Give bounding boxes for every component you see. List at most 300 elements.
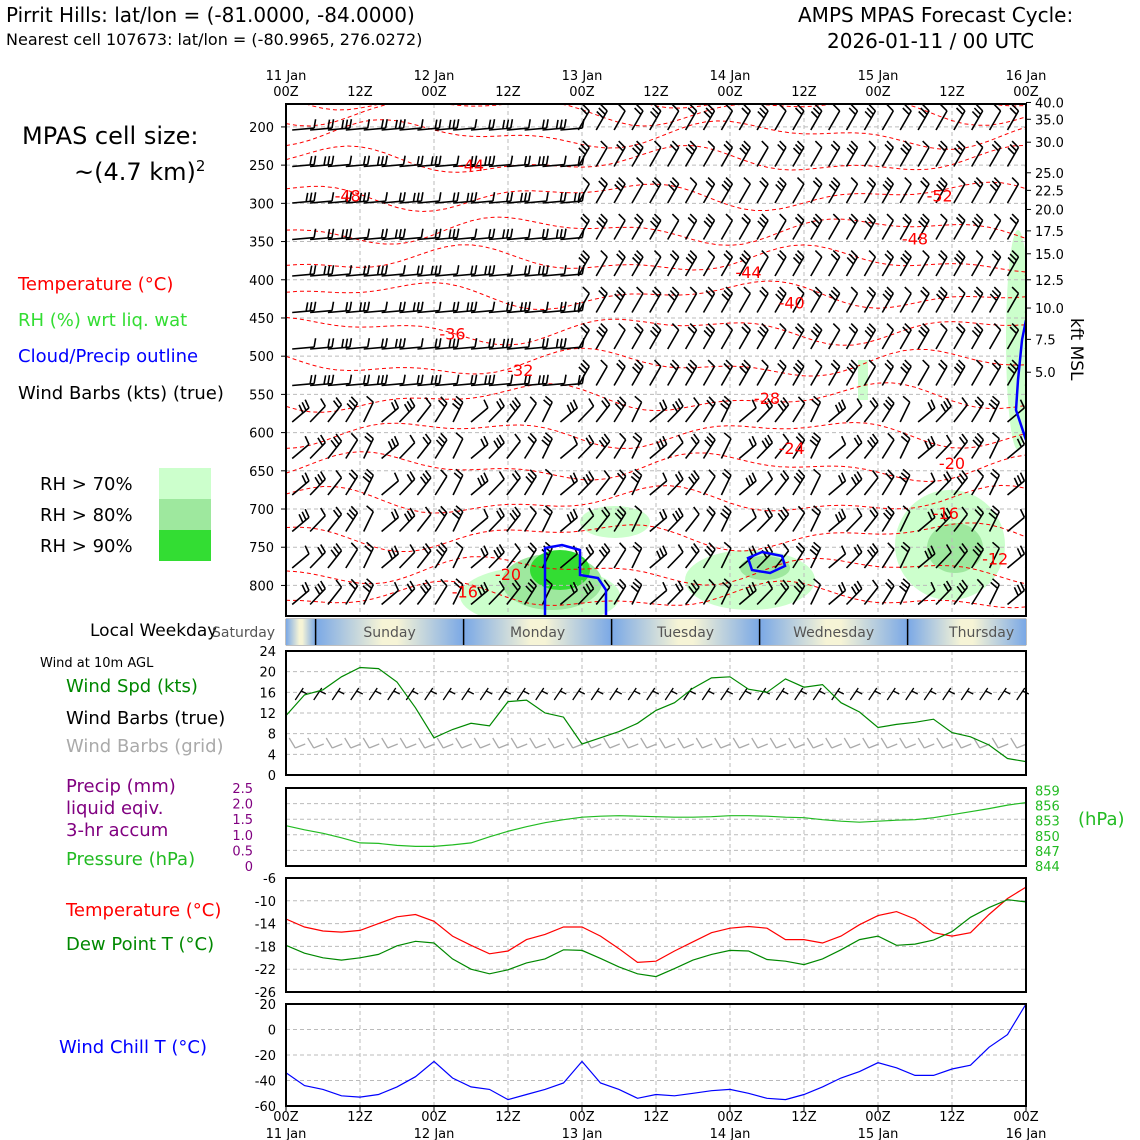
wind-barb (400, 472, 415, 496)
wind-barb (793, 470, 805, 495)
cell-size-exponent: 2 (195, 157, 206, 175)
wind-barb (686, 214, 697, 239)
wind-barb (632, 141, 643, 166)
surface-wind-barb-grid (530, 738, 546, 748)
wind-barb (918, 324, 929, 349)
wind-barb (686, 360, 697, 385)
wind-barb (346, 397, 358, 422)
temperature-contour-label: -28 (753, 389, 781, 409)
wind-barb (560, 509, 577, 531)
wind-barb (990, 251, 1001, 276)
wind-barb (739, 509, 756, 531)
wind-barb (900, 105, 911, 130)
surface-wind-barb-grid (308, 738, 324, 748)
surface-wind-barb-true (332, 688, 344, 700)
precip-tick-label: 2.0 (232, 797, 253, 813)
wind-barb (721, 396, 731, 422)
wind-barb (990, 105, 1001, 130)
wind-barb (328, 507, 342, 532)
wind-barb (775, 251, 786, 276)
wind-barb (596, 544, 610, 569)
wind-barb (704, 324, 715, 349)
wind-barb (578, 105, 589, 130)
pressure-unit-label: (hPa) (1078, 809, 1125, 830)
wind-barb (1008, 141, 1019, 166)
time-top-hour: 12Z (495, 85, 521, 100)
wind-barb (811, 214, 822, 239)
wind-barb (811, 251, 822, 276)
wind-barb (847, 581, 862, 605)
wind-barb (739, 436, 756, 458)
time-axis-top (266, 69, 1047, 100)
wind-barb (954, 105, 965, 130)
temperature-contour-label: -12 (982, 549, 1009, 569)
legend-wind-chill: Wind Chill T (°C) (59, 1037, 207, 1058)
wind-barb (668, 508, 683, 532)
surface-wind-barb-true (795, 688, 807, 700)
wind-barb (596, 105, 607, 130)
wind-barb (954, 398, 968, 423)
time-bottom-date: 15 Jan (857, 1127, 899, 1140)
wind-barb (721, 251, 732, 276)
pressure-tick-label: 750 (249, 541, 274, 557)
temperature-contour-label: -48 (334, 186, 361, 206)
wind-barb (632, 324, 643, 349)
wind-barb (632, 542, 642, 568)
wind-barb (990, 178, 1001, 203)
wind-barb (614, 214, 625, 239)
height-tick-label: 25.0 (1035, 166, 1064, 182)
panel-tick-label: -14 (254, 917, 276, 933)
surface-wind-barb-grid (437, 738, 453, 748)
wind-barb (578, 214, 589, 239)
wind-barb (954, 360, 965, 385)
pressure-tick-label: 550 (249, 388, 274, 404)
wind-barb (793, 251, 804, 276)
wind-barb (560, 436, 577, 458)
time-top-hour: 00Z (569, 85, 595, 100)
wind-barb (543, 396, 553, 422)
wind-barb (525, 397, 537, 422)
weekday-label: Local Weekday (90, 621, 218, 641)
wind-barb (882, 506, 894, 531)
wind-barb (721, 324, 732, 349)
time-top-hour: 12Z (791, 85, 817, 100)
wind-barb (560, 400, 577, 422)
forecast-cycle-date: 2026-01-11 / 00 UTC (827, 29, 1035, 53)
wind-barb (793, 506, 805, 531)
surface-wind-barb-grid (715, 738, 731, 748)
legend-dewpoint: Dew Point T (°C) (66, 934, 215, 955)
wind-barb (721, 506, 731, 532)
station-title: Pirrit Hills: lat/lon = (-81.0000, -84.0000) (6, 3, 415, 27)
panel-tick-label: -22 (254, 963, 276, 979)
wind-barb (918, 360, 929, 385)
wind-barb (757, 287, 768, 312)
surface-wind-barb-true (980, 688, 992, 700)
wind-barb (382, 509, 399, 531)
wind-barb (650, 436, 667, 458)
wind-barb (668, 399, 683, 423)
legend-temperature: Temperature (°C) (18, 274, 174, 295)
wind-barb (596, 324, 607, 349)
wind-barb (829, 178, 840, 203)
wind-barb (811, 324, 822, 349)
wind-barb (346, 506, 358, 531)
wind-barb (829, 436, 846, 458)
wind-barb (542, 433, 552, 459)
surface-wind-barb-grid (567, 738, 583, 748)
surface-wind-barb-true (554, 688, 566, 700)
wind-barb (292, 192, 315, 203)
panel-tick-label: 24 (259, 645, 276, 660)
surface-wind-barb-true (758, 688, 770, 700)
wind-barb (972, 178, 983, 203)
wind-barb (668, 141, 679, 166)
wind-barb (810, 542, 820, 568)
wind-barb (417, 471, 431, 496)
surface-wind-barb-grid (844, 738, 860, 748)
wind-barb (739, 105, 750, 130)
panel-tick-label: 20 (259, 998, 276, 1013)
weekday-name: Tuesday (657, 625, 715, 641)
wind-barb (864, 398, 878, 423)
surface-wind-barb-true (665, 688, 677, 700)
wind-barb (346, 543, 358, 568)
wind-barb (614, 433, 626, 458)
pressure-tick-label: 859 (1035, 784, 1060, 800)
pressure-tick-label: 844 (1035, 860, 1060, 875)
wind-barb (632, 360, 643, 385)
precip-tick-label: 1.0 (232, 828, 253, 844)
kft-msl-axis-label: kft MSL (1066, 318, 1086, 381)
wind-barb (525, 433, 537, 458)
surface-wind-barb-true (610, 688, 622, 700)
wind-barb (882, 178, 893, 203)
surface-wind-barb-grid (382, 738, 398, 748)
wind-barb (668, 214, 679, 239)
panel-tick-label: -20 (254, 1049, 276, 1064)
wind-barb (882, 141, 893, 166)
wind-barb (847, 287, 858, 312)
height-tick-label: 15.0 (1035, 247, 1064, 263)
pressure-tick-label: 800 (249, 579, 274, 595)
wind-barb (864, 544, 878, 569)
wind-barb (721, 287, 732, 312)
wind-barb (686, 287, 697, 312)
surface-wind-barb-true (906, 688, 918, 700)
surface-wind-barb-grid (733, 738, 749, 748)
surface-wind-barb-true (536, 688, 548, 700)
wind-barb (292, 400, 309, 422)
wind-barb (435, 433, 447, 458)
wind-barb (757, 324, 768, 349)
temperature-contour-label: -44 (735, 263, 762, 283)
temperature-contour-label: -40 (778, 293, 805, 313)
wind-barb (864, 507, 878, 532)
wind-barb (811, 105, 822, 130)
surface-wind-barb-true (850, 688, 862, 700)
wind-barb (489, 472, 504, 496)
time-top-hour: 12Z (347, 85, 373, 100)
precip-tick-label: 1.5 (232, 813, 253, 829)
wind-barb (900, 178, 911, 203)
temperature-contour-label: -24 (778, 438, 805, 458)
panel-tick-label: 0 (267, 769, 276, 784)
wind-barb (668, 581, 683, 605)
wind-barb (310, 472, 325, 496)
wind-barb (972, 397, 984, 422)
panel-tick-label: 8 (267, 727, 276, 743)
wind-barb (972, 141, 983, 166)
wind-barb (668, 324, 679, 349)
wind-barb (739, 287, 750, 312)
temperature-contour-label: -36 (439, 324, 466, 344)
legend-precip-accum: 3-hr accum (66, 820, 169, 841)
wind-barb (614, 324, 625, 349)
time-top-hour: 00Z (421, 85, 447, 100)
surface-wind-barb-grid (345, 738, 361, 748)
wind-barb (882, 287, 893, 312)
wind-barb (757, 472, 772, 496)
legend-wind-speed: Wind Spd (kts) (66, 676, 198, 697)
wind-barb (686, 471, 700, 496)
time-axis-bottom (266, 1106, 1047, 1140)
surface-wind-barb-grid (326, 738, 342, 748)
pressure-tick-label: 856 (1035, 799, 1060, 815)
wind-barb (400, 435, 415, 459)
wind-barb (686, 178, 697, 203)
wind-barb (1008, 473, 1025, 495)
wind-barb (346, 579, 358, 604)
surface-wind-barb-grid (955, 738, 971, 748)
wind-barb (525, 506, 537, 531)
wind-barb (453, 433, 463, 459)
wind-barb (1025, 472, 1040, 496)
wind-barb (900, 433, 910, 459)
wind-barb (471, 509, 488, 531)
surface-wind-barb-grid (289, 738, 305, 748)
wind-10m-note: Wind at 10m AGL (40, 656, 154, 671)
wind-barb (614, 178, 625, 203)
wind-barb (1025, 399, 1040, 423)
wind-barb (435, 579, 447, 604)
wind-barb (471, 436, 488, 458)
time-bottom-hour: 12Z (791, 1110, 817, 1125)
wind-barb (686, 398, 700, 423)
wind-barb (972, 287, 983, 312)
wind-barb (972, 470, 984, 495)
wind-barb (310, 508, 325, 532)
wind-barb (631, 579, 641, 605)
nearest-cell-subtitle: Nearest cell 107673: lat/lon = (-80.9965, 276.0272) (6, 30, 423, 49)
wind-barb (936, 287, 947, 312)
surface-wind-barb-true (924, 688, 936, 700)
wind-barb (596, 287, 607, 312)
wind-barb (489, 435, 504, 459)
surface-wind-barb-grid (678, 738, 694, 748)
wind-barb (900, 287, 911, 312)
surface-wind-barb-true (832, 688, 844, 700)
time-bottom-hour: 00Z (273, 1110, 299, 1125)
panel-tick-label: 20 (259, 665, 276, 681)
surface-wind-barb-true (869, 688, 881, 700)
surface-wind-barb-true (943, 688, 955, 700)
time-top-hour: 12Z (939, 85, 965, 100)
wind-barb (829, 400, 846, 422)
pressure-panel (232, 782, 1060, 875)
wind-barb (435, 397, 447, 422)
wind-barb (650, 287, 661, 312)
wind-barb (864, 141, 875, 166)
wind-barb (578, 324, 589, 349)
wind-barb (882, 105, 893, 130)
wind-barb (668, 178, 679, 203)
legend-wind-barbs-true: Wind Barbs (true) (66, 708, 226, 729)
surface-wind-barb-true (351, 688, 363, 700)
wind-barb (847, 508, 862, 532)
surface-wind-barb-true (369, 688, 381, 700)
wind-barb (918, 251, 929, 276)
wind-barb (596, 398, 610, 423)
panel-tick-label: -10 (254, 894, 276, 910)
wind-barb (954, 178, 965, 203)
wind-barb (310, 399, 325, 423)
time-bottom-hour: 12Z (643, 1110, 669, 1125)
temperature-contour-label: -48 (901, 229, 929, 249)
wind-barb (989, 396, 999, 422)
wind-barb (292, 302, 315, 313)
wind-barb (811, 506, 821, 532)
wind-barb (614, 251, 625, 276)
wind-barb (954, 214, 965, 239)
wind-barb (400, 581, 415, 605)
wind-barb (435, 506, 447, 531)
wind-barb (400, 508, 415, 532)
surface-wind-barb-grid (937, 738, 953, 748)
surface-wind-barb-grid (1011, 738, 1027, 748)
panel-tick-label: 0 (267, 1023, 276, 1039)
wind-barb (811, 396, 821, 422)
wind-barb (864, 214, 875, 239)
wind-barb (864, 287, 875, 312)
wind-barb (686, 141, 697, 166)
surface-wind-barb-grid (511, 738, 527, 748)
wind-barb (829, 214, 840, 239)
time-bottom-date: 12 Jan (413, 1127, 455, 1140)
wind-barb (936, 141, 947, 166)
time-top-hour: 00Z (1013, 85, 1039, 100)
wind-barb (292, 119, 315, 130)
wind-barb (721, 105, 732, 130)
wind-barb (292, 546, 309, 568)
time-top-date: 16 Jan (1005, 69, 1047, 84)
legend-rh70-label: RH > 70% (40, 474, 133, 495)
surface-wind-barb-true (813, 688, 825, 700)
wind-barb (614, 470, 626, 495)
wind-barb (936, 251, 947, 276)
pressure-tick-label: 850 (1035, 829, 1060, 845)
time-bottom-hour: 00Z (569, 1110, 595, 1125)
wind-barb (972, 105, 983, 130)
wind-barb (829, 105, 840, 130)
wind-barb (704, 506, 716, 531)
wind-barb (668, 360, 679, 385)
time-top-date: 15 Jan (857, 69, 899, 84)
surface-wind-barb-true (887, 688, 899, 700)
weekday-name: Sunday (363, 625, 416, 641)
wind-barb (614, 543, 626, 568)
wind-barb (990, 324, 1001, 349)
time-bottom-hour: 12Z (347, 1110, 373, 1125)
pressure-tick-label: 400 (249, 273, 274, 289)
wind-barb (757, 360, 768, 385)
surface-wind-barb-true (425, 688, 437, 700)
wind-barb (847, 251, 858, 276)
wind-barb (632, 396, 642, 422)
temperature-contour-label: -16 (451, 582, 478, 602)
wind-barb (757, 508, 772, 532)
temperature-contour-label: -44 (457, 156, 485, 176)
time-bottom-hour: 12Z (939, 1110, 965, 1125)
wind-barb (650, 546, 667, 568)
time-top-date: 11 Jan (265, 69, 307, 84)
height-tick-label: 35.0 (1035, 113, 1064, 129)
wind-barb (668, 472, 683, 496)
wind-barb (364, 506, 374, 532)
wind-barb (1008, 178, 1019, 203)
surface-wind-barb-true (573, 688, 585, 700)
wind-barb (847, 545, 862, 569)
wind-barb (346, 470, 358, 495)
legend-temperature-surface: Temperature (°C) (66, 900, 222, 921)
wind-barb (650, 324, 661, 349)
wind-barb (632, 433, 642, 459)
panel-tick-label: 12 (259, 707, 276, 722)
wind-barb (507, 398, 521, 423)
wind-barb (650, 105, 661, 130)
wind-barb (292, 265, 315, 276)
wind-barb (614, 397, 626, 422)
wind-barb (704, 360, 715, 385)
wind-barb (882, 397, 894, 422)
wind-barb (507, 434, 521, 459)
surface-wind-barb-grid (400, 738, 416, 748)
surface-wind-barb-grid (900, 738, 916, 748)
wind-barb (954, 324, 965, 349)
wind-barb (900, 396, 910, 422)
wind-barb (310, 581, 325, 605)
wind-barb (382, 436, 399, 458)
wind-barb (882, 543, 894, 568)
surface-wind-barb-grid (789, 738, 805, 748)
wind-barb (364, 542, 374, 568)
wind-barb (417, 580, 431, 605)
wind-barb (596, 214, 607, 239)
wind-barb (954, 287, 965, 312)
wind-barb (1025, 618, 1040, 642)
wind-barb (668, 251, 679, 276)
surface-wind-barb-grid (419, 738, 435, 748)
wind-barb (292, 375, 315, 386)
time-top-hour: 00Z (717, 85, 743, 100)
wind-barb (972, 251, 983, 276)
time-top-hour: 00Z (273, 85, 299, 100)
surface-wind-barb-true (480, 688, 492, 700)
height-tick-label: 7.5 (1035, 333, 1056, 349)
wind-barb (847, 105, 858, 130)
wind-barb (578, 399, 593, 423)
